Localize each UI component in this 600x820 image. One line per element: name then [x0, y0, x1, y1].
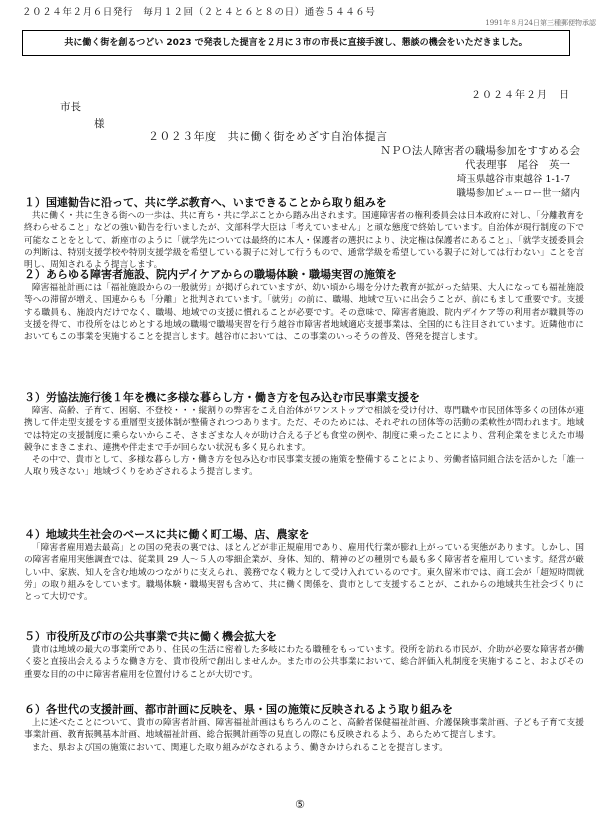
- section-1: [24, 196, 584, 271]
- section-paragraph: 共に働く・共に生きる街への一歩は、共に育ち・共に学ぶことから踏み出されます。国連障害者の権利委員会は日本政府に対し、「分離教育を終わらせること」などの強い勧告を行いましたが、文部科学大臣は「考えていません」と頑な態度で終始しています。自治体が現行制度の下で可能なことをとして、新座市のように「就学先については最終的に本人・保護者の選択により、決定権は保護者にあること」、「就学支援委員会の判断は、特別支援学校や特別支援学級を希望している親子に対して行うもので、通常学級を希望している親子に対しては行わない」ことを言明し、周知されるよう提言します。: [24, 211, 584, 271]
- section-3: [24, 391, 584, 479]
- recipient-honorific: 様: [94, 118, 105, 130]
- section-heading: ３）労協法施行後１年を機に多様な暮らし方・働き方を包み込む市民事業支援を: [24, 391, 420, 404]
- section-paragraph: 上に述べたことについて、貴市の障害者計画、障害福祉計画はもちろんのこと、高齢者保健福祉計画、介護保険事業計画、子ども子育て支援事業計画、教育振興基本計画、地域福祉計画、総合振興計画等の見直しの際にも反映されるよう、あらためて提言します。: [24, 718, 584, 741]
- section-heading: ５）市役所及び市の公共事業で共に働く機会拡大を: [24, 630, 277, 643]
- section-heading: ６）各世代の支援計画、都市計画に反映を、県・国の施策に反映されるよう取り組みを: [24, 703, 453, 716]
- section-paragraph: 障害福祉計画には「福祉施設からの一般就労」が掲げられていますが、幼い頃から場を分けた教育が拡がった結果、大人になっても福祉施設等への滞留が増え、国連からも「分離」と批判されています。「就労」の前に、職場、地域で互いに出会うことが、前にもまして重要です。支援する職員も、施設内だけでなく、職場、地域での支援に慣れることが必要です。その意味で、障害者施設、院内デイケア等の利用者が職員等の支援を得て、市役所をはじめとする地域の職場で職場実習を行う越谷市障害者地域適応支援事業は、全国的にも注目されています。近隣他市においてもこの事業を実施することを提言します。越谷市においては、この事業のいっそうの普及、啓発を提言します。: [24, 283, 584, 343]
- section-paragraph: 「障害者雇用過去最高」との国の発表の裏では、ほとんどが非正規雇用であり、雇用代行業が膨れ上がっている実態があります。しかし、国の障害者雇用実態調査では、従業員 29 人～５人の零細企業が、身体、知的、精神のどの種別でも最も多く障害者を雇用しています。経営が厳しい中、家族、知人を含む地域のつながりに支えられ、義務でなく戦力として受け入れているのです。東久留米市では、商工会が「超短時間就労」の取り組みをしています。職場体験・職場実習も含めて、共に働く関係を、貴市として支援することが、これからの地域共生社会づくりにとって大切です。: [24, 543, 584, 603]
- section-paragraph: また、県および国の施策において、関連した取り組みがなされるよう、働きかけられることを提言します。: [31, 742, 448, 753]
- section-paragraph: 障害、高齢、子育て、困窮、不登校・・・縦割りの弊害をこえ自治体がワンストップで相談を受け付け、専門職や市民団体等多くの団体が連携して伴走型支援をする重層型支援体制が整備されつつあります。ただ、そのためには、それぞれの団体等の活動の柔軟性が問われます。地域では特定の支援制度に乗らないからこそ、さまざまな人々が助け合える子ども食堂の例や、制度に乗ったことにより、営利企業をまじえた市場競争にまきこまれ、連携や伴走まで手が回らない状況も多く見られます。: [24, 406, 584, 453]
- section-4: [24, 528, 584, 603]
- notice-box: 共に働く街を創るつどい 2023 で発表した提言を２月に３市の市長に直接手渡し、懇談の機会をいただきました。: [22, 30, 570, 56]
- organization-name: ＮＰＯ法人障害者の職場参加をすすめる会: [380, 145, 580, 157]
- page-number: ⑤: [295, 798, 305, 811]
- section-heading: ２）あらゆる障害者施設、院内デイケアからの職場体験・職場実習の施策を: [24, 268, 398, 281]
- issue-header: ２０２４年２月６日発行 毎月１２回（２と４と６と８の日）通巻５４４６号: [22, 7, 376, 18]
- organization-address: 埼玉県越谷市東越谷 1-1-7: [456, 174, 570, 185]
- section-paragraph: その中で、貴市として、多様な暮らし方・働き方を包み込む市民事業支援の施策を整備することにより、労働者協同組合法を活かした「誰一人取り残さない」地域づくりをめざされるよう提言します。: [24, 455, 584, 478]
- section-5: [24, 630, 584, 681]
- section-2: [24, 268, 584, 343]
- letter-date: ２０２４年２月 日: [471, 90, 570, 101]
- section-6: [24, 703, 584, 754]
- postal-approval-stamp: 1991年８月24日第三種郵便物承認: [485, 19, 596, 27]
- recipient-mayor: 市長: [60, 101, 81, 113]
- organization-bureau: 職場参加ビューロー世一緒内: [456, 188, 580, 199]
- proposal-title: ２０２３年度 共に働く街をめざす自治体提言: [148, 130, 388, 143]
- section-heading: ４）地域共生社会のベースに共に働く町工場、店、農家を: [24, 528, 310, 541]
- section-paragraph: 貴市は地域の最大の事業所であり、住民の生活に密着した多岐にわたる職種をもっています。役所を訪れる市民が、介助が必要な障害者が働く姿と直接出会えるような働き方を、貴市役所で創出しませんか。また市の公共事業において、総合評価入札制度を実施すること、およびその重要な目的の中に障害者雇用を位置付けることが大切です。: [24, 645, 584, 680]
- representative-name: 代表理事 尾谷 英一: [465, 159, 570, 171]
- section-heading: １）国連勧告に沿って、共に学ぶ教育へ、いまできることから取り組みを: [24, 196, 387, 209]
